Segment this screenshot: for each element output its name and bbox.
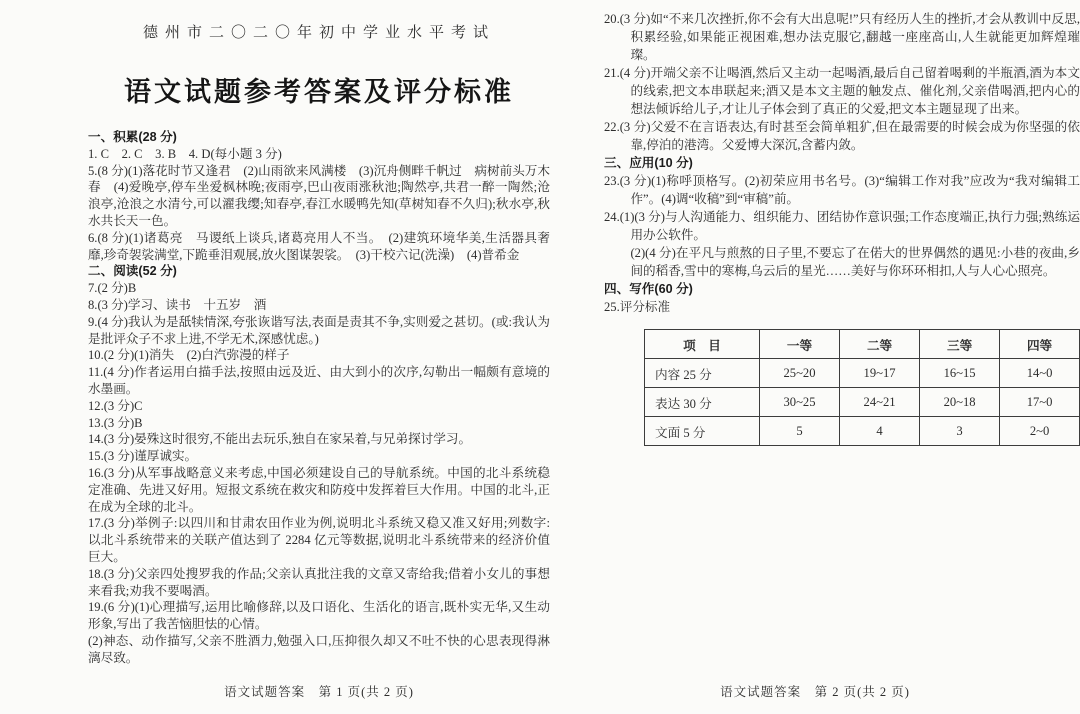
page1-answer-list <box>88 129 550 667</box>
answer-paragraph: 15.(3 分)谨厚诚实。 <box>88 449 198 464</box>
answer-paragraph: 9.(4 分)我认为是舐犊情深,夸张诙谐写法,表面是责其不争,实则爱之甚切。(或:我认为是批评众子不求上进,不学无术,深感忧虑。) <box>88 314 550 346</box>
answer-paragraph: 18.(3 分)父亲四处搜罗我的作品;父亲认真批注我的文章又寄给我;借着小女儿的事想来看我;劝我不要喝酒。 <box>88 566 550 598</box>
answer-paragraph: 14.(3 分)晏殊这时很穷,不能出去玩乐,独自在家呆着,与兄弟探讨学习。 <box>88 432 472 447</box>
page1-footer: 语文试题答案 第 1 页(共 2 页) <box>224 685 414 699</box>
answer-paragraph: 7.(2 分)B <box>88 281 137 296</box>
score-cell: 3 <box>920 417 1000 446</box>
answer-paragraph: 6.(8 分)(1)诸葛亮 马谡纸上谈兵,诸葛亮用人不当。 (2)建筑环境华美,生活器具奢靡,珍奇袈裟满堂,下跪垂泪观展,放火图谋袈裟。 (3)干校六记(洗澡) (4)普希金 <box>88 230 550 262</box>
score-header-cell: 一等 <box>760 330 840 359</box>
score-cell: 文面 5 分 <box>645 417 760 446</box>
answer-paragraph: 19.(6 分)(1)心理描写,运用比喻修辞,以及口语化、生活化的语言,既朴实无华,又生动形象,写出了我苦恼胆怯的心情。 <box>88 600 550 632</box>
page-2 <box>604 10 1080 446</box>
table-header-row <box>645 330 1080 359</box>
answer-paragraph: 17.(3 分)举例子:以四川和甘肃农田作业为例,说明北斗系统又稳又准又好用;列数字:以北斗系统带来的关联产值达到了 2284 亿元等数据,说明北斗系统带来的经济价值巨大。 <box>88 516 550 564</box>
answer-paragraph: 1. C 2. C 3. B 4. D(每小题 3 分) <box>88 146 282 161</box>
score-header-cell: 三等 <box>920 330 1000 359</box>
score-cell: 24~21 <box>840 388 920 417</box>
section-heading: 二、阅读(52 分) <box>88 264 177 279</box>
answer-paragraph: 5.(8 分)(1)落花时节又逢君 (2)山雨欲来风满楼 (3)沉舟侧畔千帆过 病树前头万木春 (4)爱晚亭,停车坐爱枫林晚;夜雨亭,巴山夜雨涨秋池;陶然亭,共君一醉一陶然;沧浪亭,沧浪之水清兮,可以濯我缨;知春亭,春江水暖鸭先知(草树知春不久归);秋水亭,秋水共长天一色。 <box>88 163 550 228</box>
section-heading: 一、积累(28 分) <box>88 130 177 144</box>
page2-footer: 语文试题答案 第 2 页(共 2 页) <box>720 685 910 699</box>
exam-header: 德州市二〇二〇年初中学业水平考试 <box>142 25 495 41</box>
answer-paragraph: 25.评分标准 <box>604 300 671 314</box>
table-row <box>645 417 1080 446</box>
score-cell: 4 <box>840 417 920 446</box>
score-cell: 25~20 <box>760 359 840 388</box>
answer-paragraph: (2)(4 分)在平凡与煎熬的日子里,不要忘了在偌大的世界偶然的遇见:小巷的夜曲,乡间的稻香,雪中的寒梅,乌云后的星光……美好与你环环相扣,人与人心心照亮。 <box>630 246 1080 278</box>
essay-scoring-table <box>644 329 1080 446</box>
score-header-cell: 四等 <box>1000 330 1080 359</box>
score-cell: 14~0 <box>1000 359 1080 388</box>
answer-paragraph: 20.(3 分)如“不来几次挫折,你不会有大出息呢!”只有经历人生的挫折,才会从教训中反思,积累经验,如果能正视困难,想办法克服它,翻越一座座高山,人生就能更加辉煌璀璨。 <box>604 12 1080 62</box>
score-header-cell: 二等 <box>840 330 920 359</box>
answer-paragraph: 8.(3 分)学习、读书 十五岁 酒 <box>88 297 267 312</box>
answer-key-title: 语文试题参考答案及评分标准 <box>124 77 514 107</box>
score-cell: 17~0 <box>1000 388 1080 417</box>
score-cell: 2~0 <box>1000 417 1080 446</box>
answer-paragraph: 24.(1)(3 分)与人沟通能力、组织能力、团结协作意识强;工作态度端正,执行力强;熟练运用办公软件。 <box>604 210 1080 242</box>
page2-answer-list <box>604 10 1080 316</box>
score-cell: 表达 30 分 <box>645 388 760 417</box>
score-cell: 内容 25 分 <box>645 359 760 388</box>
answer-paragraph: 23.(3 分)(1)称呼顶格写。(2)初荣应用书名号。(3)“编辑工作对我”应改为“我对编辑工作”。(4)调“收稿”到“审稿”前。 <box>604 174 1080 206</box>
table-row <box>645 388 1080 417</box>
score-cell: 20~18 <box>920 388 1000 417</box>
score-cell: 30~25 <box>760 388 840 417</box>
answer-paragraph: (2)神态、动作描写,父亲不胜酒力,勉强入口,压抑很久却又不吐不快的心思表现得淋漓尽致。 <box>88 633 550 665</box>
page-1 <box>88 16 550 667</box>
answer-paragraph: 11.(4 分)作者运用白描手法,按照由远及近、由大到小的次序,勾勒出一幅颇有意境的水墨画。 <box>88 365 550 396</box>
answer-paragraph: 13.(3 分)B <box>88 415 143 430</box>
score-cell: 5 <box>760 417 840 446</box>
answer-paragraph: 22.(3 分)父爱不在言语表达,有时甚至会简单粗犷,但在最需要的时候会成为你坚强的依靠,停泊的港湾。父爱博大深沉,含蓄内敛。 <box>604 120 1080 152</box>
answer-paragraph: 10.(2 分)(1)消失 (2)白汽弥漫的样子 <box>88 348 290 363</box>
score-cell: 19~17 <box>840 359 920 388</box>
answer-paragraph: 16.(3 分)从军事战略意义来考虑,中国必须建设自己的导航系统。中国的北斗系统稳定准确、先进又好用。短报文系统在救灾和防疫中发挥着巨大作用。中国的北斗,正在成为全球的北斗。 <box>88 465 550 514</box>
table-row <box>645 359 1080 388</box>
answer-paragraph: 21.(4 分)开端父亲不让喝酒,然后又主动一起喝酒,最后自己留着喝剩的半瓶酒,酒为本文的线索,把文本串联起来;酒又是本文主题的触发点、催化剂,父亲借喝酒,把内心的想法倾诉给儿子,才让儿子体会到了真正的父爱,把文本主题显现了出来。 <box>604 66 1080 116</box>
answer-paragraph: 12.(3 分)C <box>88 398 143 413</box>
score-cell: 16~15 <box>920 359 1000 388</box>
score-header-cell: 项 目 <box>645 330 760 359</box>
section-heading: 四、写作(60 分) <box>604 282 693 296</box>
section-heading: 三、应用(10 分) <box>604 156 693 170</box>
